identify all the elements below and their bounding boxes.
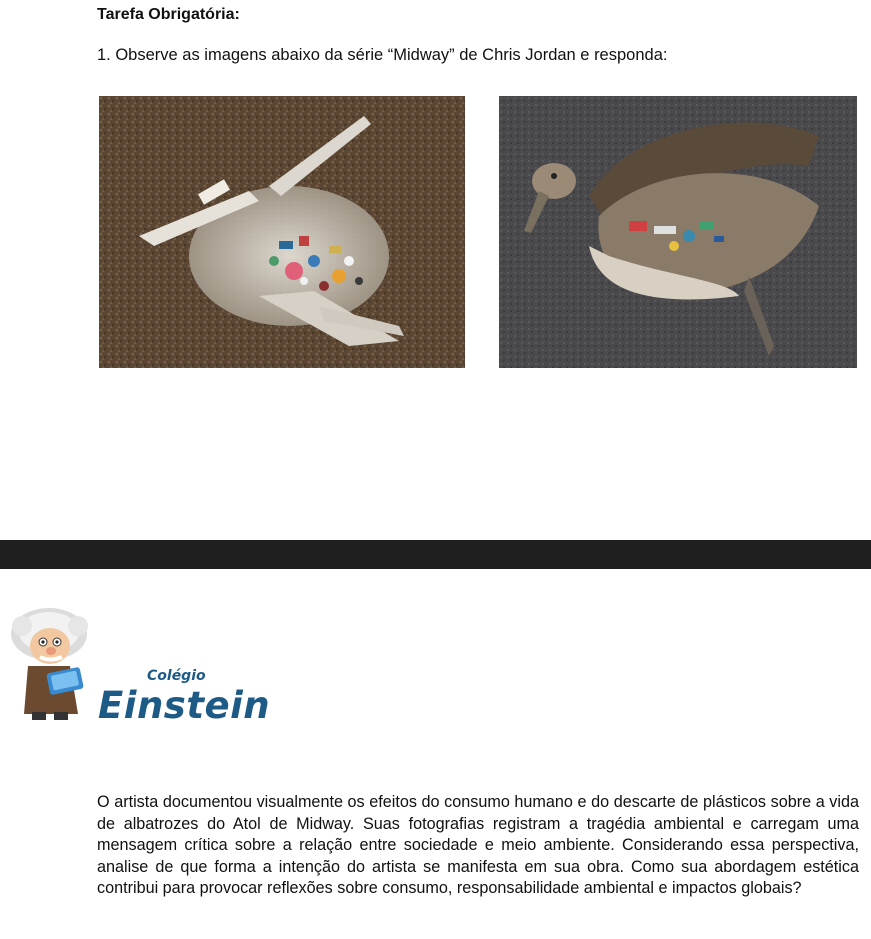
albatross-carcass-photo: [99, 96, 465, 368]
albatross-chick-plastic-photo-icon: [499, 96, 857, 368]
albatross-chick-photo: [499, 96, 857, 368]
logo-title: Einstein: [98, 684, 271, 727]
albatross-carcass-plastic-photo-icon: [99, 96, 465, 368]
question-1: 1. Observe as imagens abaixo da série “Midway” de Chris Jordan e responda:: [97, 46, 668, 64]
logo-subtitle: Colégio: [147, 668, 206, 684]
colegio-einstein-logo: [4, 604, 271, 727]
prompt-paragraph: O artista documentou visualmente os efeitos do consumo humano e do descarte de plásticos sobre a vida de albatrozes do Atol de Midway. Suas fotografias registram a tragédia ambiental e carregam uma mensagem crítica sobre a relação entre sociedade e meio ambiente. Considerando essa perspectiva, analise de que forma a intenção do artista se manifesta em sua obra. Como sua abordagem estética contribui para provocar reflexões sobre consumo, responsabilidade ambiental e impactos globais?: [97, 793, 859, 898]
page-divider: [0, 540, 871, 569]
einstein-mascot-icon: [4, 604, 104, 724]
task-heading: Tarefa Obrigatória:: [97, 6, 240, 23]
